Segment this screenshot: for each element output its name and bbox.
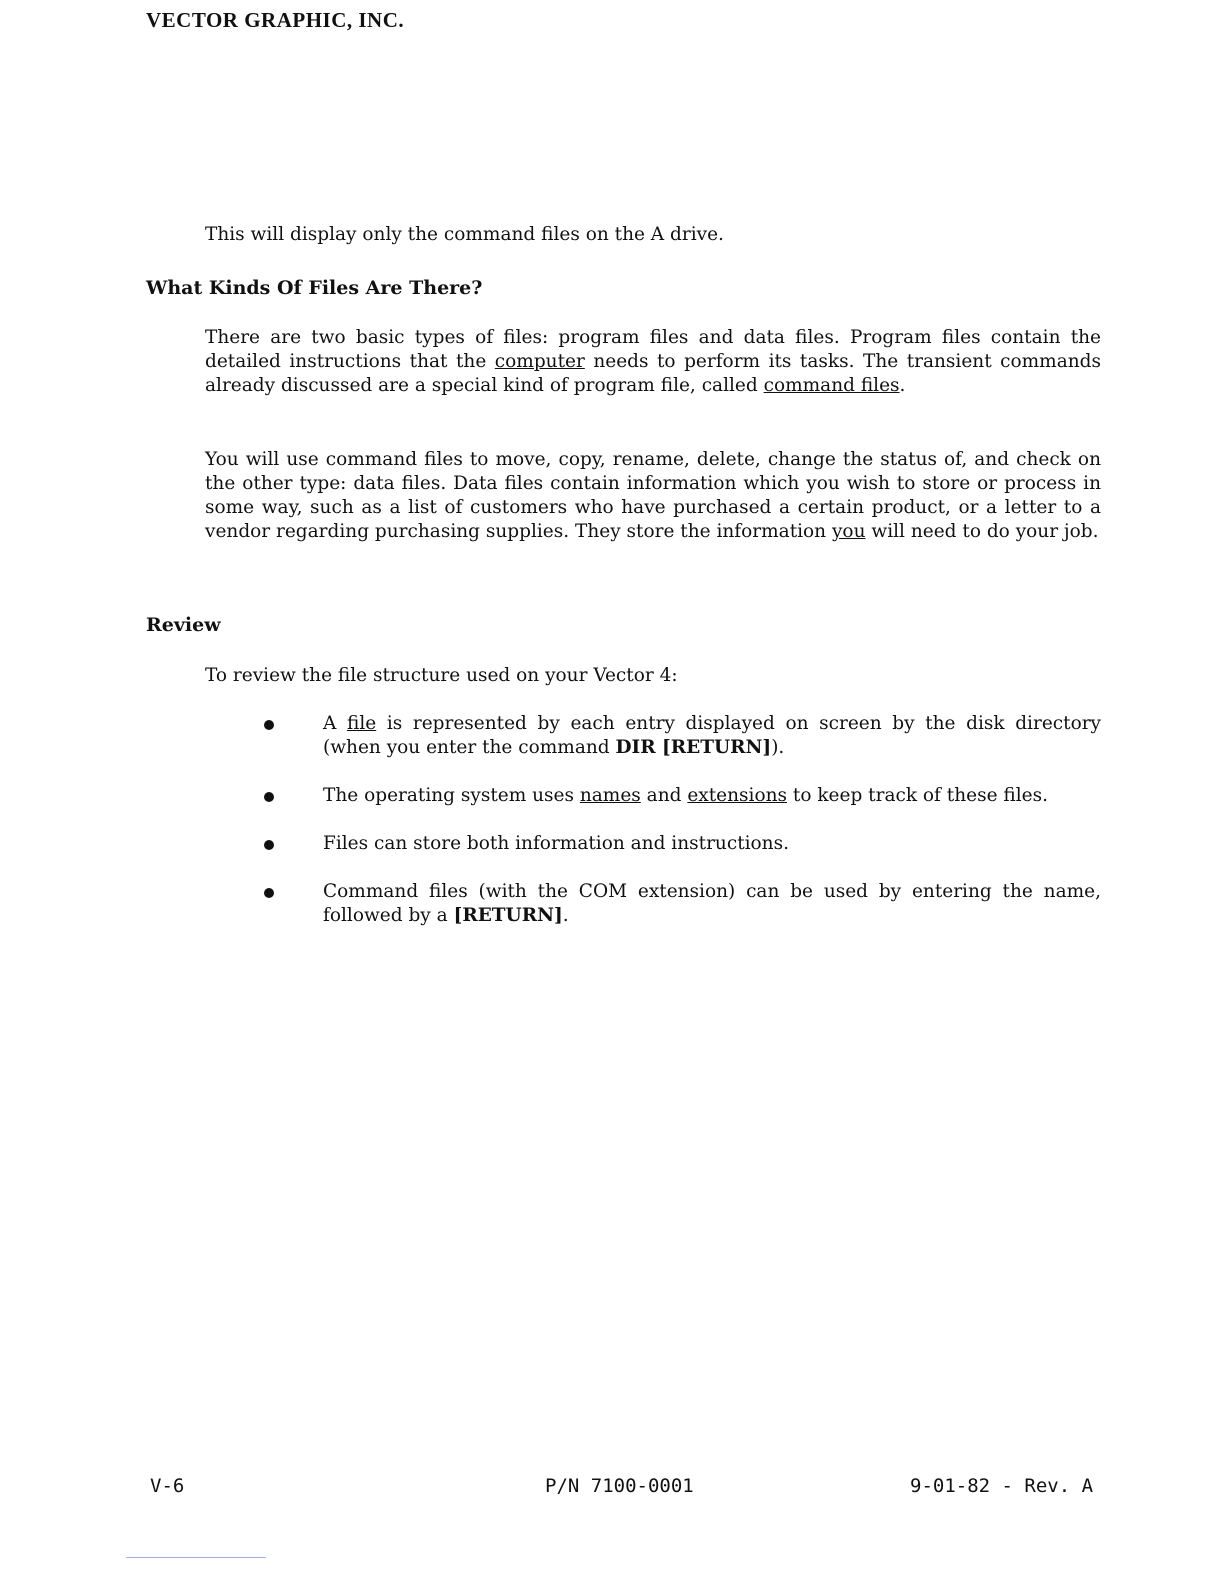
file-types-paragraph: There are two basic types of files: program files and data files. Program files contain the detailed instructions that the computer needs to perform its tasks. The transient commands already discussed are a special kind of program file, called command files.	[205, 327, 1101, 396]
review-intro-paragraph: To review the file structure used on your Vector 4:	[205, 665, 678, 686]
bullet-icon	[264, 720, 274, 730]
command-files-paragraph: You will use command files to move, copy, rename, delete, change the status of, and check on the other type: data files. Data files contain information which you wish to store or process in some way, such as a list of customers who have purchased a certain product, or a letter to a vendor regarding purchasing supplies. They store the information you will need to do your job.	[205, 449, 1101, 542]
footer-page-number: V-6	[150, 1475, 185, 1497]
list-item: Files can store both information and instructions.	[205, 832, 1101, 856]
footer-part-number: P/N 7100-0001	[545, 1475, 694, 1497]
term-you: you	[831, 521, 866, 542]
term-extensions: extensions	[687, 785, 787, 806]
section-heading-file-kinds: What Kinds Of Files Are There?	[146, 277, 483, 299]
command-dir-return: DIR [RETURN]	[615, 737, 772, 758]
list-item: The operating system uses names and extensions to keep track of these files.	[205, 784, 1101, 808]
term-computer: computer	[494, 351, 585, 372]
term-names: names	[579, 785, 641, 806]
list-item: Command files (with the COM extension) can be used by entering the name, followed by a [RETURN].	[205, 880, 1101, 928]
section-heading-review: Review	[146, 614, 221, 636]
bullet-icon	[264, 840, 274, 850]
bullet-icon	[264, 888, 274, 898]
term-file: file	[347, 713, 377, 734]
list-item: A file is represented by each entry displayed on screen by the disk directory (when you enter the command DIR [RETURN]).	[205, 712, 1101, 760]
footer-revision: 9-01-82 - Rev. A	[910, 1475, 1094, 1497]
review-bullet-list	[205, 712, 1101, 952]
term-command-files: command files	[763, 375, 900, 396]
scan-artifact-line	[126, 1557, 266, 1558]
bullet-icon	[264, 792, 274, 802]
command-return: [RETURN]	[453, 905, 563, 926]
intro-paragraph: This will display only the command files on the A drive.	[205, 223, 724, 245]
company-header: VECTOR GRAPHIC, INC.	[146, 8, 405, 32]
